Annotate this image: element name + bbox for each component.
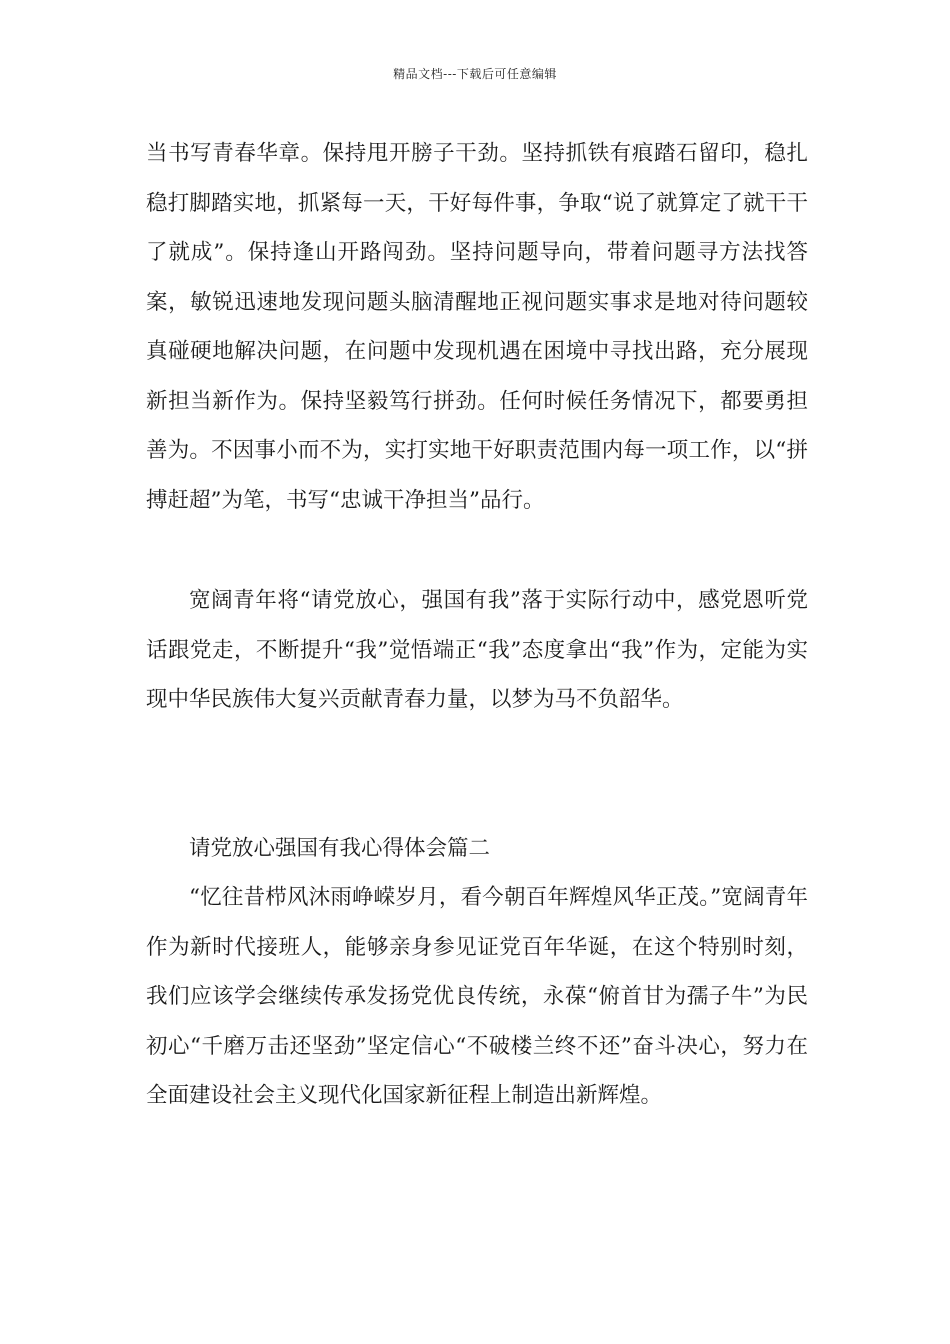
- body-paragraph-2: 宽阔青年将“请党放心，强国有我”落于实际行动中，感党恩听党话跟党走，不断提升“我”觉悟端正“我”态度拿出“我”作为，定能为实现中华民族伟大复兴贡献青春力量，以梦为马不负韶华。: [146, 588, 808, 712]
- page-header: 精品文档---下载后可任意编辑: [393, 67, 557, 81]
- section-heading: 请党放心强国有我心得体会篇二: [189, 836, 491, 861]
- body-paragraph-3: “忆往昔栉风沐雨峥嵘岁月，看今朝百年辉煌风华正茂。”宽阔青年作为新时代接班人，能够亲身参见证党百年华诞，在这个特别时刻，我们应该学会继续传承发扬党优良传统，永葆“俯首甘为孺子牛”为民初心“千磨万击还坚劲”坚定信心“不破楼兰终不还”奋斗决心，努力在全面建设社会主义现代化国家新征程上制造出新辉煌。: [146, 885, 808, 1108]
- body-paragraph-1: 当书写青春华章。保持甩开膀子干劲。坚持抓铁有痕踏石留印，稳扎稳打脚踏实地，抓紧每一天，干好每件事，争取“说了就算定了就干干了就成”。保持逢山开路闯劲。坚持问题导向，带着问题寻方法找答案，敏锐迅速地发现问题头脑清醒地正视问题实事求是地对待问题较真碰硬地解决问题，在问题中发现机遇在困境中寻找出路，充分展现新担当新作为。保持坚毅笃行拼劲。任何时候任务情况下，都要勇担善为。不因事小而不为，实打实地干好职责范围内每一项工作，以“拼搏赶超”为笔，书写“忠诚干净担当”品行。: [146, 141, 808, 513]
